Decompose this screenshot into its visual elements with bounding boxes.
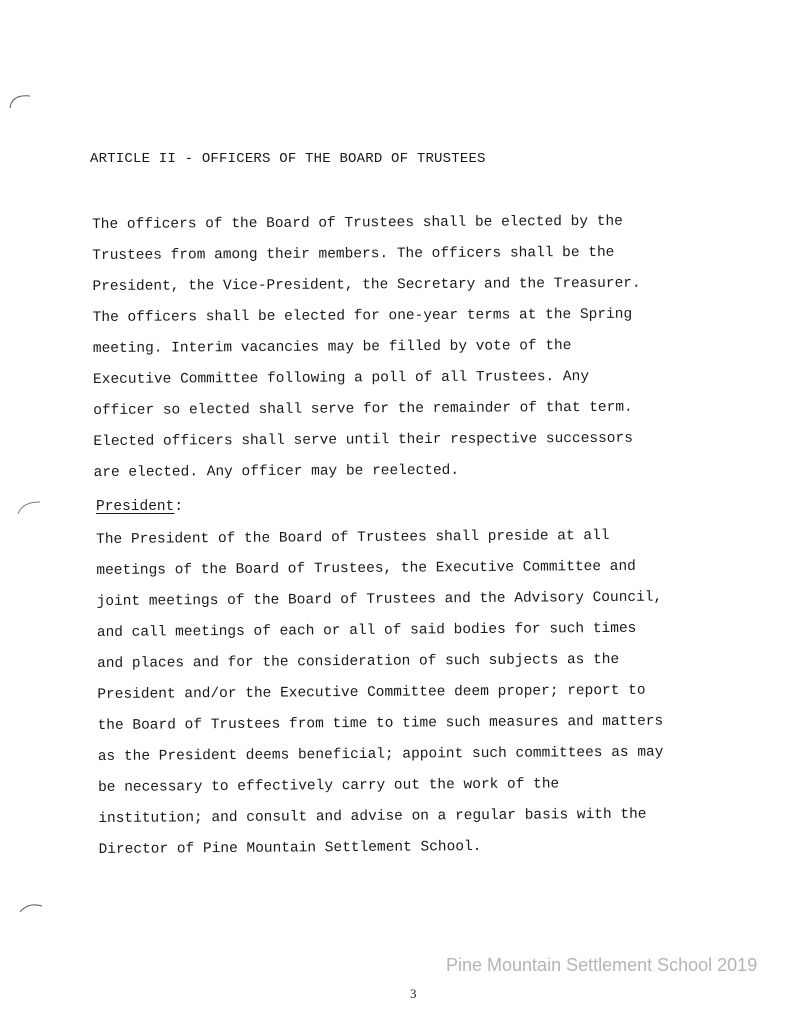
paragraph-line: meeting. Interim vacancies may be filled by vote of the <box>92 338 572 357</box>
paragraph-line: meetings of the Board of Trustees, the Executive Committee and <box>96 558 636 579</box>
punch-hole-mark <box>14 496 44 518</box>
paragraph-line: The officers of the Board of Trustees shall be elected by the <box>92 213 623 233</box>
paragraph-line: the Board of Trustees from time to time such measures and matters <box>97 713 664 734</box>
paragraph-line: Director of Pine Mountain Settlement School. <box>98 838 482 858</box>
paragraph-line: institution; and consult and advise on a regular basis with the <box>98 806 647 827</box>
president-heading <box>96 499 183 515</box>
president-paragraph <box>96 521 664 866</box>
president-heading-colon: : <box>174 499 184 515</box>
paragraph-line: Executive Committee following a poll of all Trustees. Any <box>92 368 590 388</box>
paragraph-line: Elected officers shall serve until their respective successors <box>93 430 633 450</box>
paragraph-line: The President of the Board of Trustees shall preside at all <box>96 527 610 548</box>
punch-hole-mark <box>6 88 36 110</box>
paragraph-line: joint meetings of the Board of Trustees and the Advisory Council, <box>96 589 663 610</box>
paragraph-line: and places and for the consideration of such subjects as the <box>97 651 620 672</box>
officers-paragraph <box>92 207 642 489</box>
paragraph-line: be necessary to effectively carry out the work of the <box>98 776 560 796</box>
watermark: Pine Mountain Settlement School 2019 <box>446 955 758 975</box>
president-heading-label: President <box>96 499 175 515</box>
paragraph-line: The officers shall be elected for one-year terms at the Spring <box>92 306 633 326</box>
page-number: 3 <box>410 986 417 1001</box>
paragraph-line: President and/or the Executive Committee deem proper; report to <box>97 682 646 703</box>
paragraph-line: are elected. Any officer may be reelected. <box>93 462 460 481</box>
paragraph-line: and call meetings of each or all of said bodies for such times <box>96 620 637 641</box>
paragraph-line: Trustees from among their members. The officers shall be the <box>92 244 615 264</box>
paragraph-line: as the President deems beneficial; appoint such committees as may <box>97 744 664 765</box>
paragraph-line: officer so elected shall serve for the remainder of that term. <box>93 399 633 419</box>
paragraph-line: President, the Vice-President, the Secretary and the Treasurer. <box>92 275 641 295</box>
article-title: ARTICLE II - OFFICERS OF THE BOARD OF TRUSTEES <box>90 151 486 167</box>
punch-hole-mark <box>16 898 46 920</box>
